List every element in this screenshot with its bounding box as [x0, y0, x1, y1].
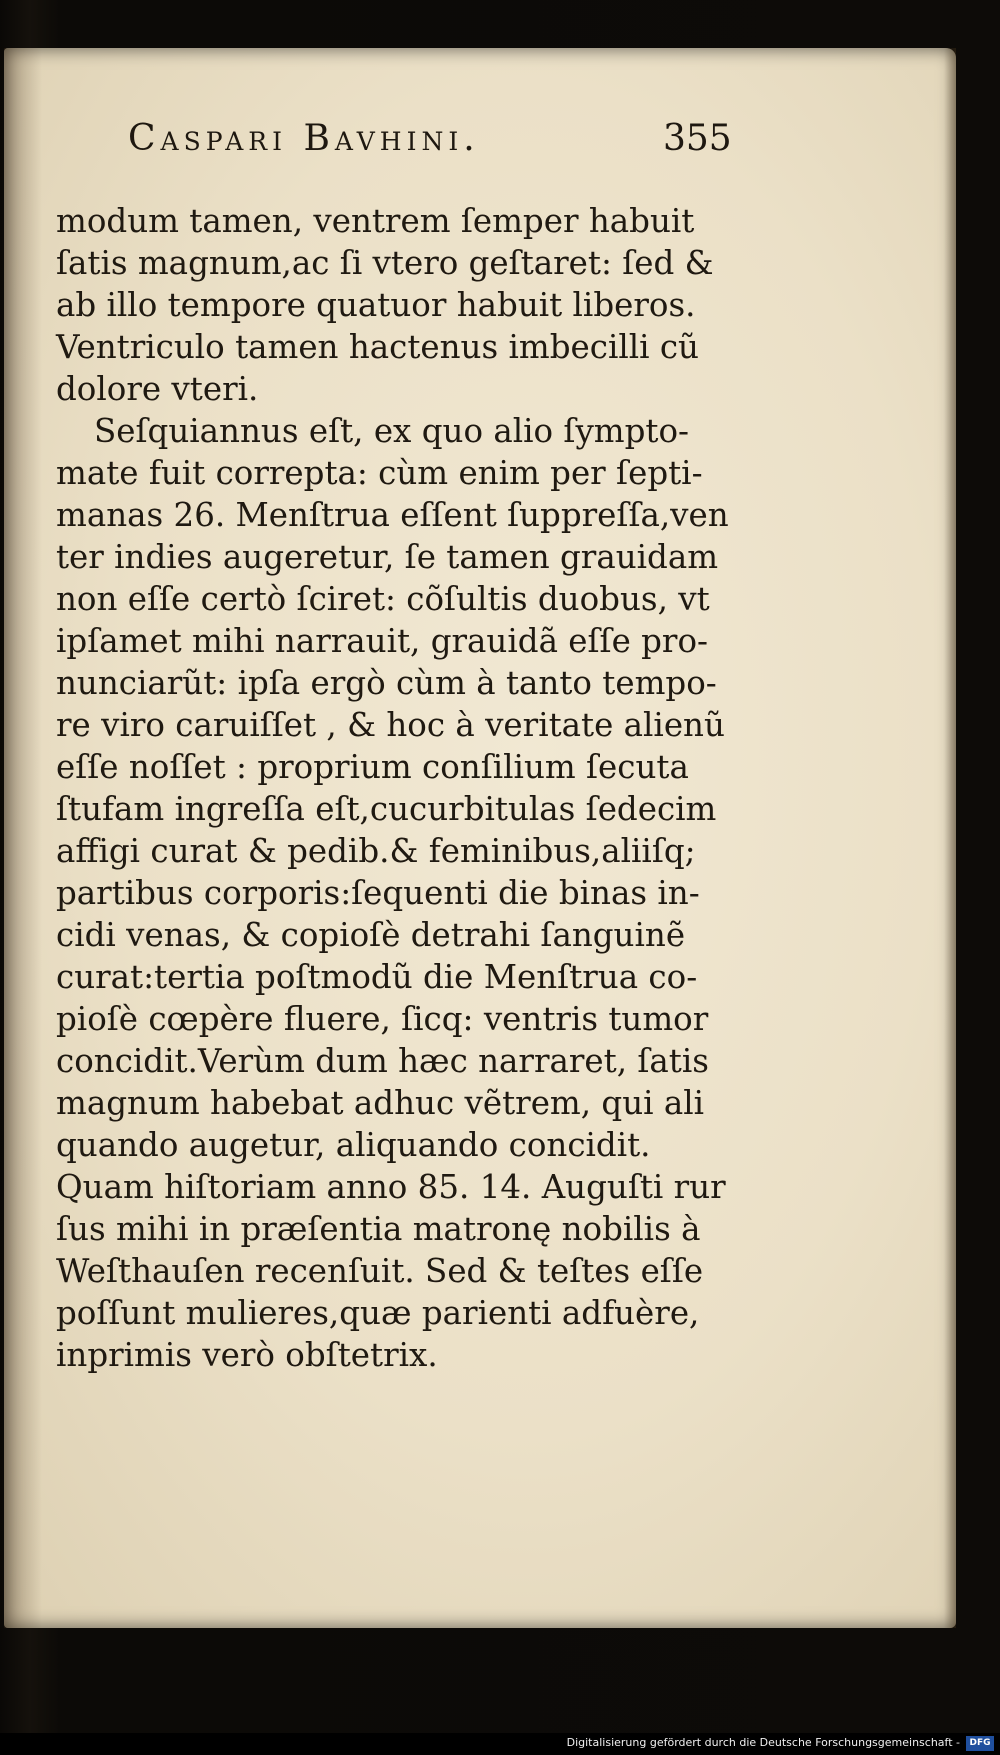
text-line: inprimis verò obſtetrix. — [56, 1336, 438, 1374]
text-line: Seſquiannus eſt, ex quo alio ſympto- — [94, 412, 690, 450]
text-line: dolore vteri. — [56, 370, 259, 408]
text-line: poſſunt mulieres,quæ parienti adfuère, — [56, 1294, 700, 1332]
page-number: 355 — [663, 118, 732, 159]
text-line: partibus corporis:ſequenti die binas in- — [56, 874, 700, 912]
text-line: ſus mihi in præſentia matronę nobilis à — [56, 1210, 701, 1248]
dfg-logo: DFG — [966, 1736, 994, 1751]
text-line: eſſe noſſet : proprium conſilium ſecuta — [56, 748, 689, 786]
text-line: quando augetur, aliquando concidit. — [56, 1126, 651, 1164]
text-line: mate fuit correpta: cùm enim per ſepti- — [56, 454, 703, 492]
text-line: pioſè cœpère fluere, ſicq: ventris tumor — [56, 1000, 709, 1038]
text-line: cidi venas, & copioſè detrahi ſanguinẽ — [56, 916, 686, 954]
text-line: ſatis magnum,ac ſi vtero geſtaret: ſed & — [56, 244, 714, 282]
text-line: Weſthauſen recenſuit. Sed & teſtes eſſe — [56, 1252, 704, 1290]
digitization-footer — [0, 1733, 1000, 1755]
text-line: ab illo tempore quatuor habuit liberos. — [56, 286, 696, 324]
page-edge-shadow — [944, 48, 956, 1628]
text-line: nunciarũt: ipſa ergò cùm à tanto tempo- — [56, 664, 717, 702]
text-line: ter indies augeretur, ſe tamen grauidam — [56, 538, 719, 576]
spine-shadow — [4, 48, 42, 1628]
text-line: non eſſe certò ſciret: cõſultis duobus, vt — [56, 580, 710, 618]
body-text — [56, 200, 729, 1376]
text-line: manas 26. Menſtrua eſſent ſuppreſſa,ven — [56, 496, 729, 534]
text-line: ſtufam ingreſſa eſt,cucurbitulas ſedecim — [56, 790, 717, 828]
text-line: magnum habebat adhuc vẽtrem, qui ali — [56, 1084, 705, 1122]
text-line: Quam hiſtoriam anno 85. 14. Auguſti rur — [56, 1168, 726, 1206]
text-line: affigi curat & pedib.& feminibus,aliiſq; — [56, 832, 696, 870]
text-line: modum tamen, ventrem ſemper habuit — [56, 202, 695, 240]
text-line: ipſamet mihi narrauit, grauidã eſſe pro- — [56, 622, 709, 660]
text-line: re viro caruiſſet , & hoc à veritate alienũ — [56, 706, 725, 744]
text-line: concidit.Verùm dum hæc narraret, ſatis — [56, 1042, 709, 1080]
page-header — [128, 118, 732, 178]
running-head: Caspari Bavhini. — [128, 118, 480, 159]
text-line: curat:tertia poſtmodũ die Menſtrua co- — [56, 958, 698, 996]
text-line: Ventriculo tamen hactenus imbecilli cũ — [56, 328, 699, 366]
funding-credit: Digitalisierung gefördert durch die Deutsche Forschungsgemeinschaft - — [566, 1736, 960, 1749]
